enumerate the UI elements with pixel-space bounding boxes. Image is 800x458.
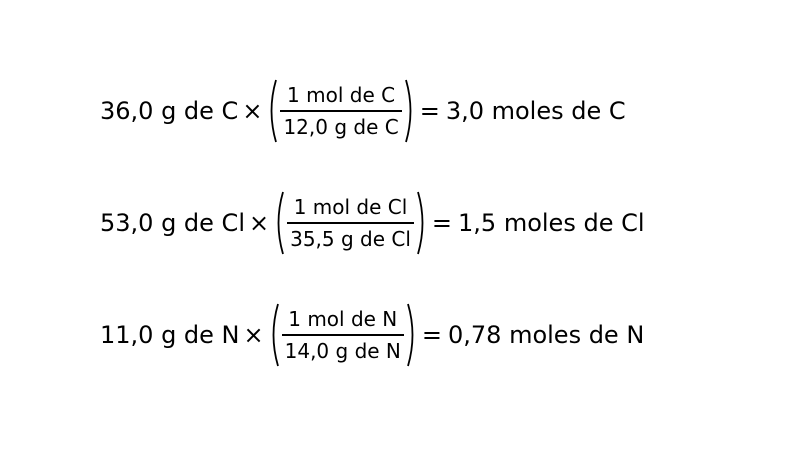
- conversion-fraction: [287, 197, 414, 249]
- equals-sign: =: [431, 209, 453, 237]
- equals-sign: =: [419, 97, 440, 125]
- mass-term: 11,0 g de N: [100, 321, 240, 349]
- fraction-denominator: 14,0 g de N: [284, 338, 401, 363]
- result-term: 1,5 moles de Cl: [458, 209, 645, 237]
- fraction-denominator: 35,5 g de Cl: [290, 226, 411, 251]
- fraction-numerator: 1 mol de Cl: [293, 195, 408, 220]
- result-term: 3,0 moles de C: [445, 97, 626, 125]
- left-parenthesis: [273, 190, 285, 256]
- equals-sign: =: [421, 321, 442, 349]
- multiply-sign: ×: [243, 321, 264, 349]
- mass-term: 36,0 g de C: [100, 97, 239, 125]
- fraction-numerator: 1 mol de C: [287, 83, 396, 108]
- left-parenthesis: [268, 302, 280, 368]
- multiply-sign: ×: [242, 97, 263, 125]
- equation-chlorine: [100, 188, 645, 258]
- conversion-fraction: [282, 309, 404, 361]
- right-parenthesis: [406, 302, 418, 368]
- multiply-sign: ×: [248, 209, 270, 237]
- right-parenthesis: [416, 190, 428, 256]
- equation-carbon: [100, 76, 626, 146]
- fraction-numerator: 1 mol de N: [288, 307, 398, 332]
- conversion-fraction: [280, 85, 401, 137]
- result-term: 0,78 moles de N: [448, 321, 645, 349]
- fraction-denominator: 12,0 g de C: [283, 114, 399, 139]
- left-parenthesis: [266, 78, 278, 144]
- right-parenthesis: [404, 78, 416, 144]
- mass-term: 53,0 g de Cl: [100, 209, 245, 237]
- equation-nitrogen: [100, 300, 644, 370]
